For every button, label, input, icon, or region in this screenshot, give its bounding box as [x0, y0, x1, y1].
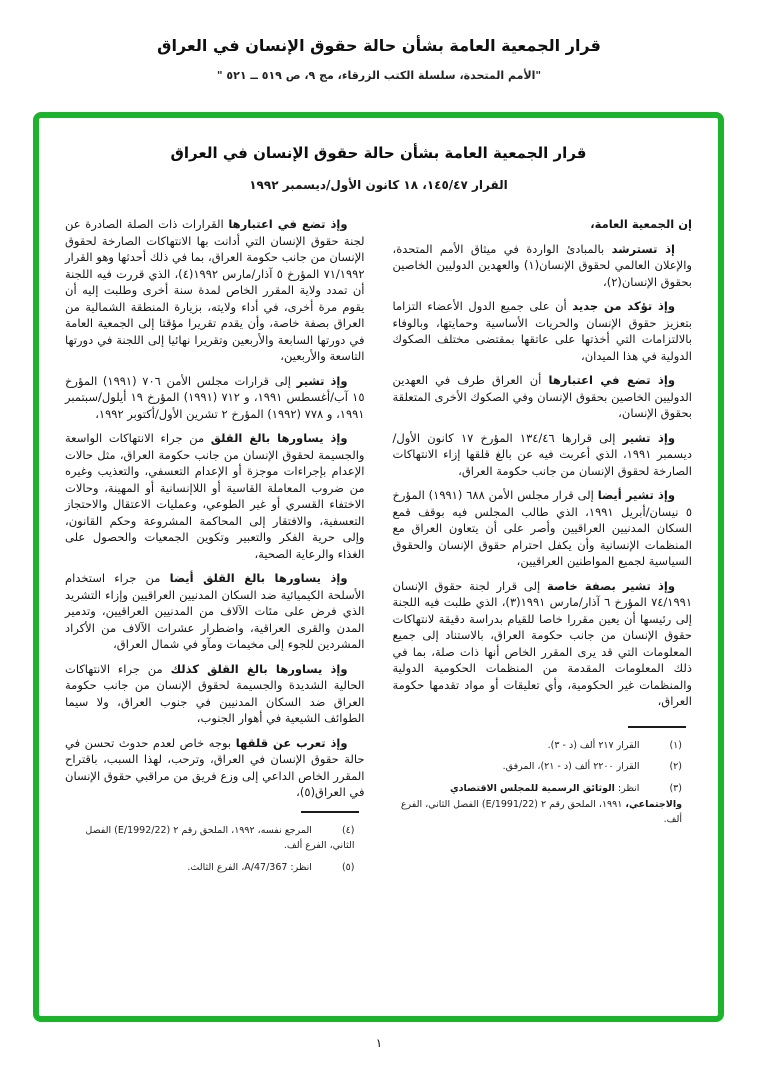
footnote-number: (٤)	[341, 824, 355, 836]
paragraph-text: أن العراق طرف في العهدين الدوليين الخاصين بحقوق الإنسان وفي الصكوك الأخرى المتعلقة بحقوق الإنسان،	[392, 373, 692, 420]
footnote	[393, 781, 693, 828]
paragraph	[393, 487, 693, 570]
footnote	[65, 823, 365, 854]
footnote-separator	[628, 726, 686, 728]
paragraph-lead: وإذ يساورها بالغ القلق أيضا	[169, 571, 348, 585]
footnote-number: (٢)	[669, 761, 682, 773]
paragraph	[393, 372, 693, 422]
paragraph-text: إلى قرارها ١٣٤/٤٦ المؤرخ ١٧ كانون الأول/ديسمبر ١٩٩١، الذي أعربت فيه عن بالغ قلقها إزاء الانتهاكات الصارخة لحقوق الإنسان من جانب حكومة العراق،	[392, 430, 692, 478]
paragraph	[65, 735, 365, 801]
document-columns	[39, 216, 718, 882]
paragraph	[65, 216, 365, 365]
paragraph	[393, 298, 693, 364]
paragraph	[393, 578, 693, 710]
footnote-text: القرار ٢١٧ ألف (د - ٣).	[547, 739, 640, 751]
paragraph-lead: وإذ تشير	[296, 373, 348, 388]
paragraph-text: من جراء الانتهاكات الحالية الشديدة والجسيمة لحقوق الإنسان من جانب حكومة العراق ضد السكان المدنيين في جنوب العراق، ولا سيما الطوائف الشيعية في أهوار الجنوب،	[65, 661, 365, 725]
paragraph	[393, 430, 693, 480]
column-right	[393, 216, 693, 882]
paragraph-lead: وإذ تضع في اعتبارها	[548, 373, 676, 387]
paragraph-lead: إذ تسترشد	[611, 241, 675, 256]
footnote	[393, 738, 693, 754]
paragraph-lead: وإذ تشير أيضا	[597, 488, 675, 502]
document-subtitle: القرار ١٤٥/٤٧، ١٨ كانون الأول/ديسمبر ١٩٩٢	[249, 178, 508, 192]
document-frame	[33, 112, 724, 1022]
footnote-text: القرار ٢٢٠٠ ألف (د - ٢١)، المرفق.	[502, 761, 640, 773]
footnote-text: المرجع نفسه، ١٩٩٢، الملحق رقم ٢ (E/1992/22) الفصل الثاني، الفرع ألف.	[85, 824, 355, 852]
paragraph-text: أن على جميع الدول الأعضاء التزاما بتعزيز حقوق الإنسان والحريات الأساسية وحمايتها، وبالوفاء بالالتزامات التي أخذتها على عاتقها بمقتضى مختلف الصكوك الدولية في هذا الميدان،	[392, 299, 692, 363]
page-number: ١	[375, 1036, 383, 1050]
paragraph	[393, 216, 693, 233]
paragraph-text: بالمبادئ الواردة في ميثاق الأمم المتحدة، والإعلان العالمي لحقوق الإنسان(١) والعهدين الدوليين الخاصين بحقوق الإنسان(٢)،	[392, 241, 692, 289]
paragraph-lead: وإذ يساورها بالغ القلق	[210, 431, 348, 445]
paragraph-lead: إن الجمعية العامة،	[590, 217, 692, 231]
footnote-number: (٥)	[341, 861, 355, 873]
paragraph-text: القرارات ذات الصلة الصادرة عن لجنة حقوق الإنسان التي أدانت بها الانتهاكات الصارخة لحقوق الإنسان من جانب حكومة العراق، بما في ذلك أحدثها وهو القرار ٧١/١٩٩٢ المؤرخ ٥ آذار/مارس ١٩٩٢(٤)، الذي قررت فيه اللجنة أن تمدد ولاية المقرر الخاص لمدة سنة أخرى وطلبت إليه أن يقوم مرة أخرى، في أداء ولايته، بزيارة المنطقة الشمالية من العراق بصفة خاصة، وأن يقدم تقريرا مؤقتا إلى الجمعية العامة في دورتها السابعة والأربعين وتقريرا نهائيا إلى اللجنة في دورتها التاسعة والأربعين،	[65, 217, 365, 363]
paragraph-lead: وإذ يساورها بالغ القلق كذلك	[170, 661, 348, 676]
footnote-text-bold: الوثائق الرسمية للمجلس الاقتصادي والاجتماعي،	[449, 782, 682, 810]
paragraph-lead: وإذ تضع في اعتبارها	[228, 217, 348, 231]
footnote-number: (٣)	[669, 782, 682, 794]
paragraph-text: بوجه خاص لعدم حدوث تحسن في حالة حقوق الإنسان في العراق، وترحب، لهذا السبب، باقتراح المقرر الخاص الداعي إلى وزع فريق من مراقبي حقوق الإنسان في العراق(٥)،	[65, 735, 365, 799]
paragraph-text: إلى قرار لجنة حقوق الإنسان ٧٤/١٩٩١ المؤرخ ٦ آذار/مارس ١٩٩١(٣)، الذي طلبت فيه اللجنة إلى رئيسها أن يعين مقررا خاصا للقيام بدراسة دقيقة لانتهاكات حقوق الإنسان من جانب حكومة العراق، بالاستناد إلى جميع المعلومات التي قد يرى المقرر الخاص أنها ذات صلة، بما في ذلك المعلومات المقدمة من المنظمات الحكومية الدولية والمنظمات غير الحكومية، وأي تعليقات أو مواد تقدمها حكومة العراق،	[392, 578, 693, 708]
footnote-block-left	[65, 811, 365, 876]
footnote	[65, 860, 365, 876]
column-left	[65, 216, 365, 882]
page-header-source: "الأمم المتحدة، سلسلة الكتب الزرقاء، مج ٩، ص ٥١٩ ــ ٥٢١ "	[216, 69, 542, 82]
paragraph-text: إلى قرار مجلس الأمن ٦٨٨ (١٩٩١) المؤرخ ٥ نيسان/أبريل ١٩٩١، الذي طالب المجلس فيه بوقف قمع السكان المدنيين العراقيين وأصر على أن يتعاون العراق مع المنظمات الإنسانية وأن يكفل احترام حقوق الإنسان والحقوق السياسية لجميع المواطنين العراقيين،	[392, 488, 692, 568]
paragraph	[65, 570, 365, 653]
footnote-text: ١٩٩١، الملحق رقم ٢ (E/1991/22) الفصل الثاني، الفرع ألف.	[400, 798, 682, 826]
footnote-text: انظر:	[614, 782, 640, 794]
page-header-title: قرار الجمعية العامة بشأن حالة حقوق الإنسان في العراق	[157, 36, 601, 55]
footnote-separator	[301, 811, 359, 813]
paragraph	[65, 373, 365, 423]
paragraph-text: من جراء استخدام الأسلحة الكيميائية ضد السكان المدنيين العراقيين وإزاء التشريد الذي فرض على مئات الآلاف من المدنيين العراقيين، وتدمير المدن والقرى العراقية، واضطرار عشرات الآلاف من الأكراد المشردين للجوء إلى مخيمات ومآو في شمال العراق،	[65, 571, 365, 651]
paragraph-lead: وإذ تعرب عن قلقها	[235, 735, 348, 750]
paragraph-text: إلى قرارات مجلس الأمن ٧٠٦ (١٩٩١) المؤرخ ١٥ آب/أغسطس ١٩٩١، و ٧١٢ (١٩٩١) المؤرخ ١٩ أيلول/سبتمبر ١٩٩١، و ٧٧٨ (١٩٩٢) المؤرخ ٢ تشرين الأول/أكتوبر ١٩٩٢،	[65, 373, 365, 421]
paragraph-lead: وإذ تشير بصفة خاصة	[547, 578, 676, 593]
footnote-text: انظر: A/47/367، الفرع الثالث.	[187, 861, 312, 873]
paragraph-text: من جراء الانتهاكات الواسعة والجسيمة لحقوق الإنسان من جانب حكومة العراق، مثل حالات الإعدام بإجراءات موجزة أو الإعدام التعسفي، والتعذيب وغيره من ضروب المعاملة القاسية أو اللاإنسانية أو المهينة، وحالات الاختفاء القسري أو غير الطوعي، وعمليات الاعتقال والاحتجاز التعسفية، والافتقار إلى المحاكمة المشروعة وحكم القانون، وإلى حرية الفكر والتعبير وتكوين الجمعيات والحصول على الغذاء والرعاية الصحية،	[65, 431, 365, 561]
paragraph	[393, 241, 693, 291]
paragraph	[65, 661, 365, 727]
paragraph	[65, 430, 365, 562]
document-title: قرار الجمعية العامة بشأن حالة حقوق الإنسان في العراق	[170, 144, 587, 162]
paragraph-lead: وإذ تؤكد من جديد	[572, 299, 675, 313]
footnote-number: (١)	[669, 739, 682, 751]
footnote-block-right	[393, 726, 693, 828]
footnote	[393, 759, 693, 775]
paragraph-lead: وإذ تشير	[622, 430, 675, 445]
